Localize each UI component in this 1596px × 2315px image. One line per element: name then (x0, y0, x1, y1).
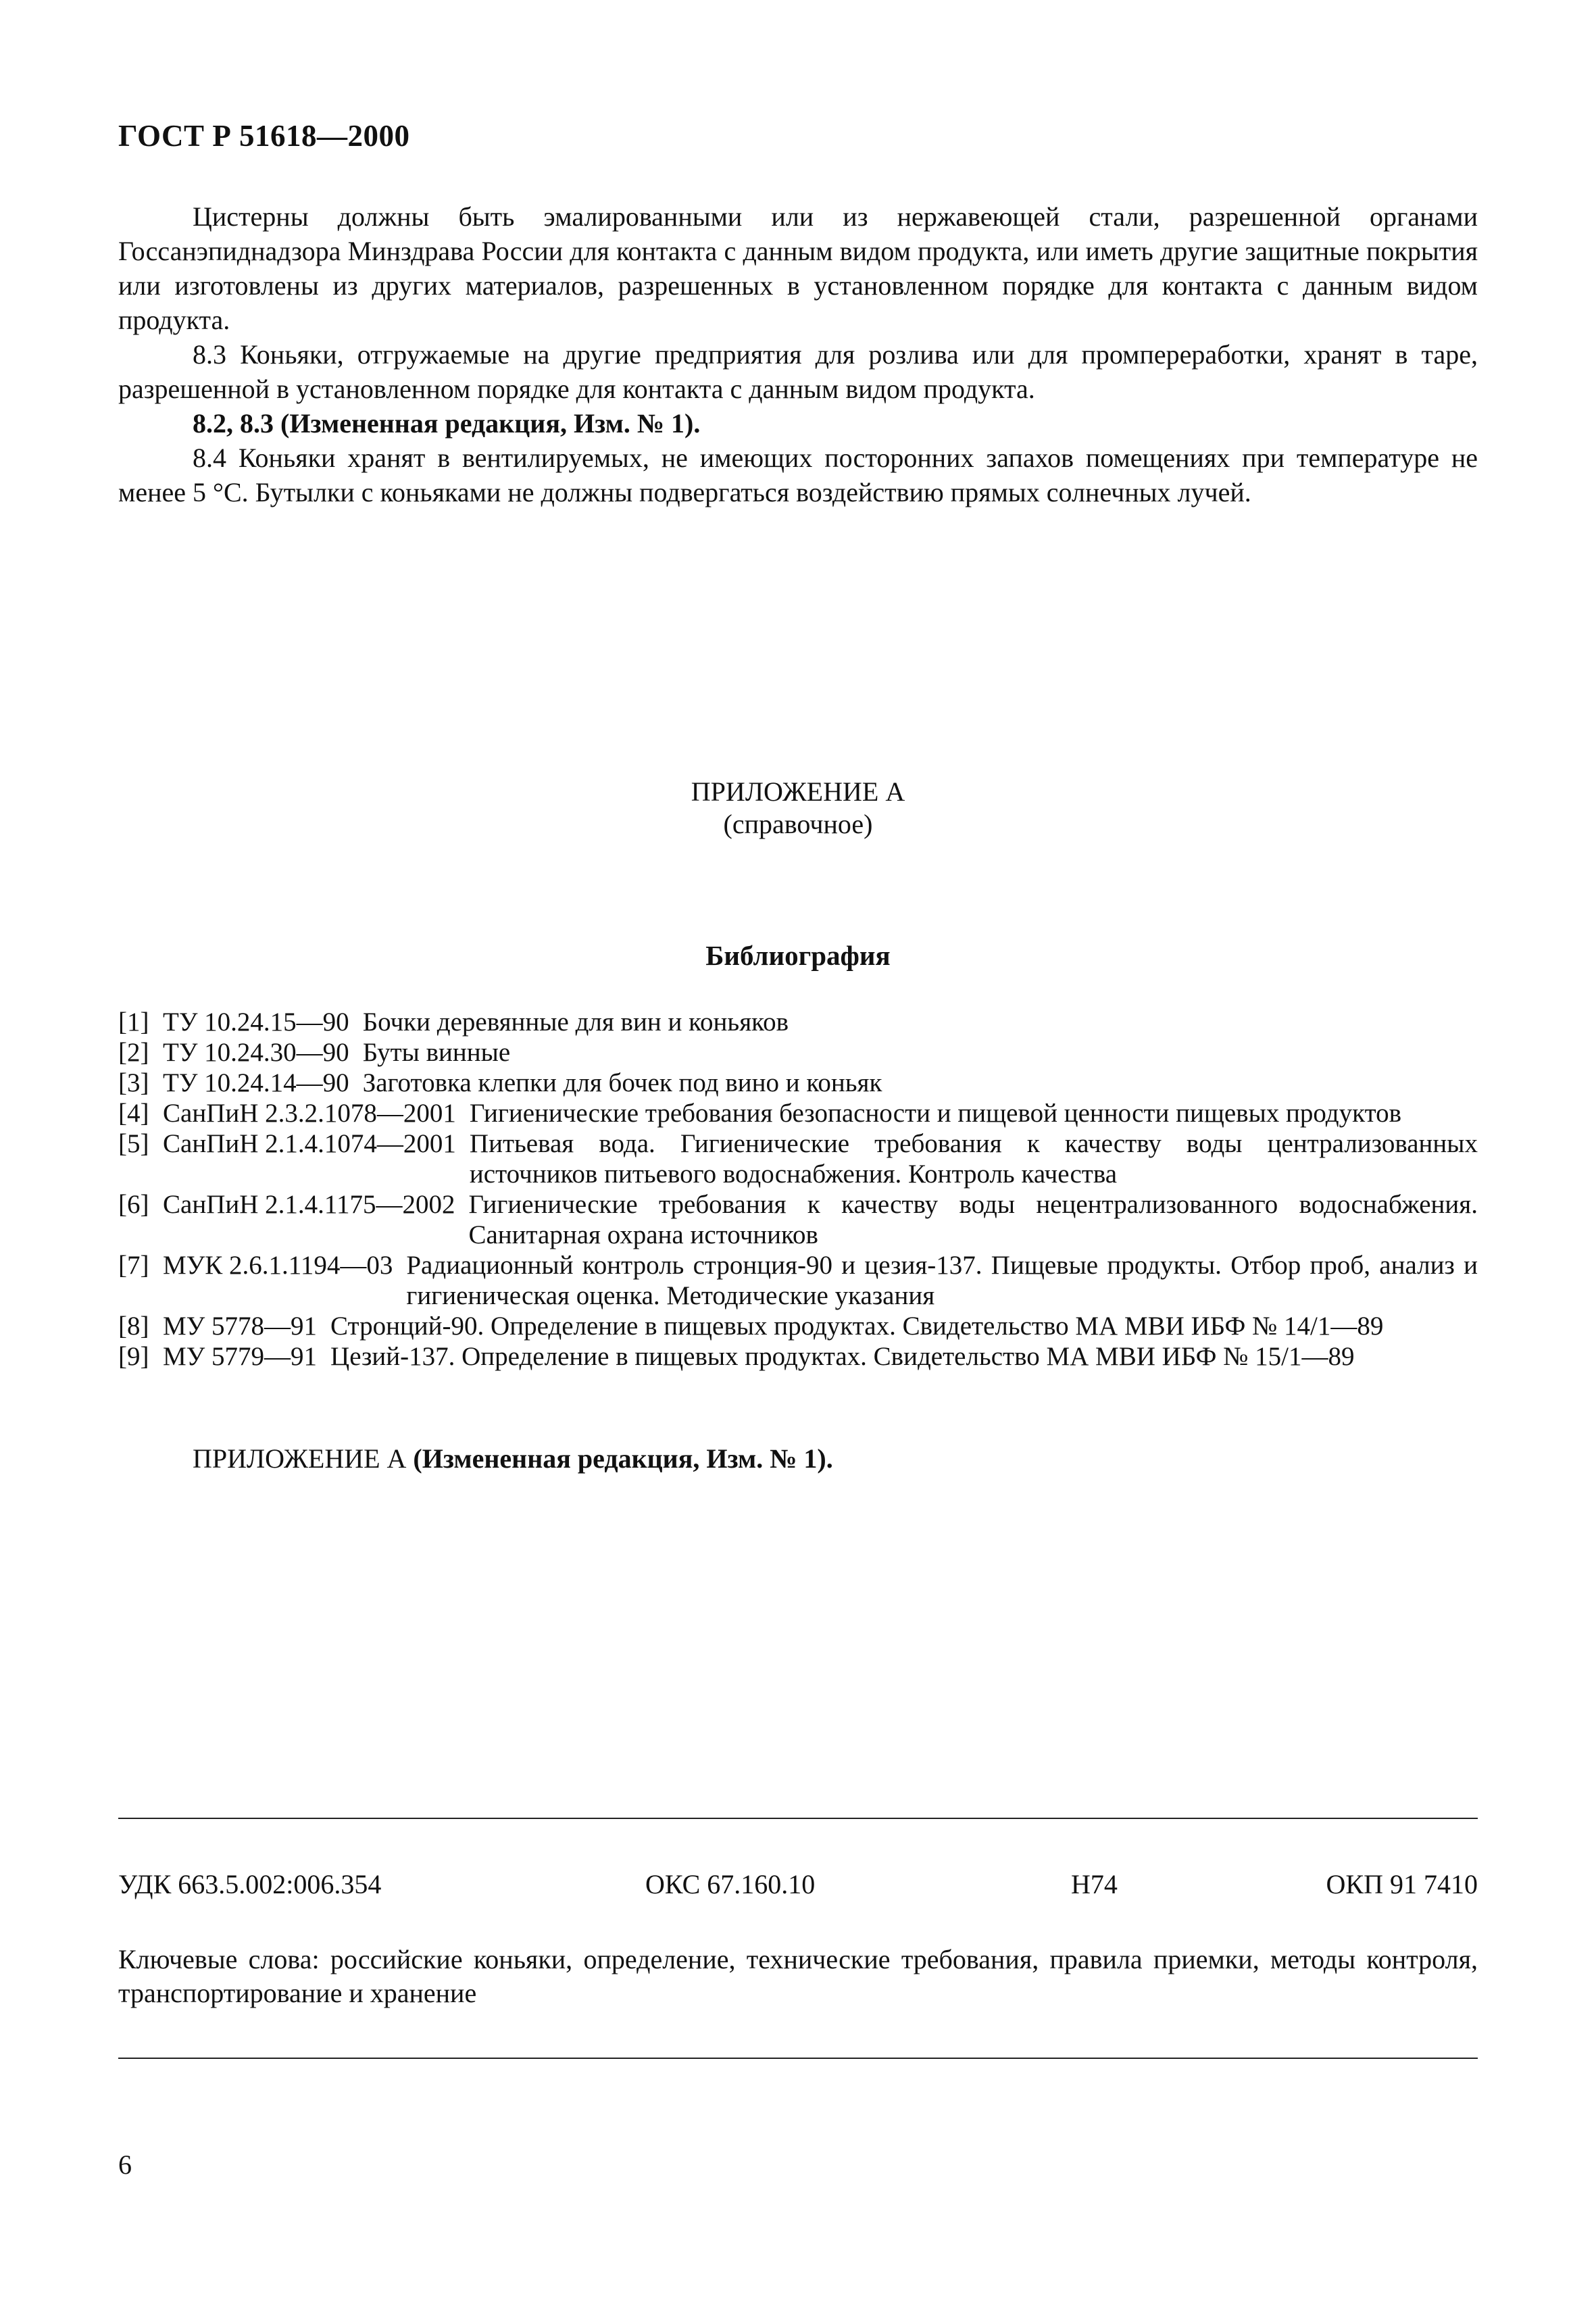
reference-title: Цезий-137. Определение в пищевых продуктах. Свидетельство МА МВИ ИБФ № 15/1—89 (330, 1342, 1355, 1371)
reference-item (118, 1037, 1478, 1068)
divider-top (118, 1818, 1478, 1819)
reference-number: [7] (118, 1251, 149, 1280)
reference-item (118, 1098, 1478, 1128)
appendix-note-prefix: ПРИЛОЖЕНИЕ А (193, 1443, 407, 1474)
appendix-amendment-note (193, 1443, 833, 1474)
reference-number: [4] (118, 1099, 149, 1128)
bibliography-title: Библиография (705, 940, 891, 971)
reference-code: МУ 5778—91 (163, 1312, 318, 1341)
reference-title: Питьевая вода. Гигиенические требования к качеству воды централизованных источников питьевого водоснабжения. Контроль качества (469, 1129, 1478, 1189)
reference-title: Стронций-90. Определение в пищевых продуктах. Свидетельство МА МВИ ИБФ № 14/1—89 (330, 1312, 1384, 1341)
reference-title: Буты винные (362, 1038, 511, 1067)
reference-title: Бочки деревянные для вин и коньяков (362, 1007, 789, 1037)
paragraph-8-3: 8.3 Коньяки, отгружаемые на другие предприятия для розлива или для промпереработки, хранят в таре, разрешенной в установленном порядке для контакта с данным видом продукта. (118, 339, 1478, 404)
udk-code: УДК 663.5.002:006.354 (118, 1869, 382, 1899)
reference-item (118, 1068, 1478, 1098)
okp-code: ОКП 91 7410 (1326, 1869, 1478, 1899)
reference-number: [6] (118, 1190, 149, 1219)
reference-code: ТУ 10.24.14—90 (163, 1068, 349, 1097)
appendix-subheading: (справочное) (723, 809, 873, 839)
keywords: Ключевые слова: российские коньяки, определение, технические требования, правила приемки, методы контроля, транспортирование и хранение (118, 1944, 1478, 2008)
body-text (118, 199, 1478, 509)
reference-code: СанПиН 2.3.2.1078—2001 (163, 1099, 456, 1128)
appendix-heading: ПРИЛОЖЕНИЕ А (691, 776, 905, 807)
reference-number: [1] (118, 1007, 149, 1037)
paragraph-tanks: Цистерны должны быть эмалированными или из нержавеющей стали, разрешенной органами Госсанэпиднадзора Минздрава России для контакта с данным видом продукта, или иметь другие защитные покрытия или изготовлены из других материалов, разрешенных в установленном порядке для контакта с данным видом продукта. (118, 201, 1478, 335)
page-number: 6 (118, 2149, 132, 2180)
reference-item (118, 1128, 1478, 1189)
oks-code: ОКС 67.160.10 (645, 1869, 816, 1899)
reference-number: [5] (118, 1129, 149, 1158)
standard-id: ГОСТ Р 51618—2000 (118, 119, 410, 153)
divider-bottom (118, 2058, 1478, 2059)
reference-item (118, 1189, 1478, 1250)
reference-item (118, 1007, 1478, 1037)
appendix-note-bold: (Измененная редакция, Изм. № 1). (413, 1443, 833, 1474)
reference-code: ТУ 10.24.30—90 (163, 1038, 349, 1067)
reference-code: СанПиН 2.1.4.1175—2002 (163, 1190, 455, 1219)
reference-number: [9] (118, 1342, 149, 1371)
reference-number: [8] (118, 1312, 149, 1341)
reference-number: [3] (118, 1068, 149, 1097)
reference-number: [2] (118, 1038, 149, 1067)
reference-code: ТУ 10.24.15—90 (163, 1007, 349, 1037)
reference-code: МУК 2.6.1.1194—03 (163, 1251, 393, 1280)
paragraph-amendment: 8.2, 8.3 (Измененная редакция, Изм. № 1). (193, 408, 701, 439)
reference-item (118, 1341, 1478, 1372)
reference-code: СанПиН 2.1.4.1074—2001 (163, 1129, 456, 1158)
reference-item (118, 1250, 1478, 1311)
reference-title: Радиационный контроль стронция-90 и цезия-137. Пищевые продукты. Отбор проб, анализ и гигиеническая оценка. Методические указания (406, 1251, 1478, 1310)
reference-title: Заготовка клепки для бочек под вино и коньяк (362, 1068, 882, 1097)
reference-title: Гигиенические требования к качеству воды нецентрализованного водоснабжения. Санитарная охрана источников (468, 1190, 1478, 1249)
group-code: Н74 (1071, 1869, 1118, 1899)
paragraph-8-4: 8.4 Коньяки хранят в вентилируемых, не имеющих посторонних запахов помещениях при температуре не менее 5 °С. Бутылки с коньяками не должны подвергаться воздействию прямых солнечных лучей. (118, 443, 1478, 507)
bibliography-list (118, 1007, 1478, 1372)
reference-title: Гигиенические требования безопасности и пищевой ценности пищевых продуктов (469, 1099, 1402, 1128)
reference-code: МУ 5779—91 (163, 1342, 318, 1371)
reference-item (118, 1311, 1478, 1341)
